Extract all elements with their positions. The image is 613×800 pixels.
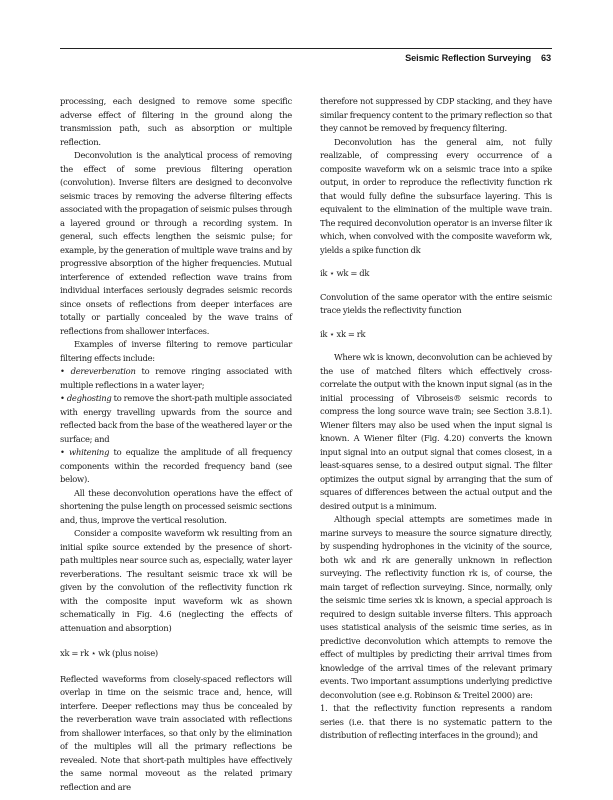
right-paragraph-5: Although special attempts are sometimes made in marine surveys to measure the source signature directly, by suspending hydrophones in the vicinity of the source, both wk and rk are generally unknown in reflection surveying. The reflectivity function rk is, of course, the main target of reflection surveying. Since, normally, only the seismic time series xk is known, a special approach is required to design suitable inverse filters. This approach uses statistical analysis of the seismic time series, as in predictive deconvolution which attempts to remove the effect of multiples by predicting their arrival times from knowledge of the arrival times of the relevant primary events. Two important assumptions underlying predictive deconvolution (see e.g. Robinson & Treitel 2000) are: xyxy=(320,514,552,700)
right-paragraph-3: Convolution of the same operator with the entire seismic trace yields the reflectivity function xyxy=(320,291,552,315)
bullet-text: to equalize the amplitude of all frequency components within the recorded frequency band (see below). xyxy=(60,447,292,484)
bullet-term: whitening xyxy=(69,447,110,457)
bullet-item: • dereverberation to remove ringing associated with multiple reflections in a water layer; xyxy=(60,366,292,390)
numbered-item-1: 1. that the reflectivity function represents a random series (i.e. that there is no systematic pattern to the distribution of reflecting interfaces in the ground); and xyxy=(320,703,552,740)
right-paragraph-1: therefore not suppressed by CDP stacking, and they have similar frequency content to the primary reflection so that they cannot be removed by frequency filtering. xyxy=(320,96,552,133)
right-paragraph-2: Deconvolution has the general aim, not fully realizable, of compressing every occurrence of a composite waveform wk on a seismic trace into a spike output, in order to reproduce the reflectivity function rk that would fully define the subsurface layering. This is equivalent to the elimination of the multiple wave train. The required deconvolution operator is an inverse filter ik which, when convolved with the composite waveform wk, yields a spike function dk xyxy=(320,136,552,255)
page-number: 63 xyxy=(540,53,551,63)
bullet-term: dereverberation xyxy=(70,366,136,376)
equation-convolution: xk = rk ⋆ wk (plus noise) xyxy=(60,648,158,658)
equation-inverse-filter: ik ⋆ wk = dk xyxy=(320,268,370,278)
header-rule xyxy=(60,48,552,49)
left-paragraph-5: Consider a composite waveform wk resulting from an initial spike source extended by the presence of short-path multiples near source such as, especially, water layer reverberations. The resultant seismic trace xk will be given by the convolution of the reflectivity function rk with the composite input waveform wk as shown schematically in Fig. 4.6 (neglecting the effects of attenuation and absorption) xyxy=(60,528,292,633)
left-paragraph-4: All these deconvolution operations have the effect of shortening the pulse length on processed seismic sections and, thus, improve the vertical resolution. xyxy=(60,487,292,525)
running-head xyxy=(405,53,551,63)
left-paragraph-2: Deconvolution is the analytical process of removing the effect of some previous filtering operation (convolution). Inverse filters are designed to deconvolve seismic traces by removing the adverse filtering effects associated with the propagation of seismic pulses through a layered ground or through a recording system. In general, such effects lengthen the seismic pulse; for example, by the generation of multiple wave trains and by progressive absorption of the higher frequencies. Mutual interference of extended reflection wave trains from individual interfaces seriously degrades seismic records since onsets of reflections from deeper interfaces are totally or partially concealed by the wave trains of reflections from shallower interfaces. xyxy=(60,150,292,336)
left-paragraph-6: Reflected waveforms from closely-spaced reflectors will overlap in time on the seismic trace and, hence, will interfere. Deeper reflections may thus be concealed by the reverberation wave train associated with reflections from shallower interfaces, so that only by the elimination of the multiples will all the primary reflections be revealed. Note that short-path multiples have effectively the same normal moveout as the related primary reflection and are xyxy=(60,673,292,792)
equation-reflectivity: ik ⋆ xk = rk xyxy=(320,328,366,339)
left-column xyxy=(60,95,292,794)
right-column xyxy=(320,95,552,743)
bullet-item: • deghosting to remove the short-path multiple associated with energy travelling upwards from the source and reflected back from the base of the weathered layer or the surface; and xyxy=(60,393,292,444)
running-title: Seismic Reflection Surveying xyxy=(405,53,531,63)
bullet-text: to remove ringing associated with multiple reflections in a water layer; xyxy=(60,366,292,390)
bullet-term: deghosting xyxy=(66,393,112,403)
bullet-item: • whitening to equalize the amplitude of all frequency components within the recorded frequency band (see below). xyxy=(60,447,292,484)
bullet-text: to remove the short-path multiple associated with energy travelling upwards from the source and reflected back from the base of the weathered layer or the surface; and xyxy=(60,393,292,444)
left-paragraph-3: Examples of inverse filtering to remove particular filtering effects include: xyxy=(60,339,292,363)
left-paragraph-1: processing, each designed to remove some specific adverse effect of filtering in the ground along the transmission path, such as absorption or multiple reflection. xyxy=(60,96,292,147)
right-paragraph-4: Where wk is known, deconvolution can be achieved by the use of matched filters which effectively cross-correlate the output with the known input signal (as in the initial processing of Vibroseis® seismic records to compress the long source wave train; see Section 3.8.1). Wiener filters may also be used when the input signal is known. A Wiener filter (Fig. 4.20) converts the known input signal into an output signal that comes closest, in a least-squares sense, to a desired output signal. The filter optimizes the output signal by arranging that the sum of squares of differences between the actual output and the desired output is a minimum. xyxy=(320,352,552,511)
